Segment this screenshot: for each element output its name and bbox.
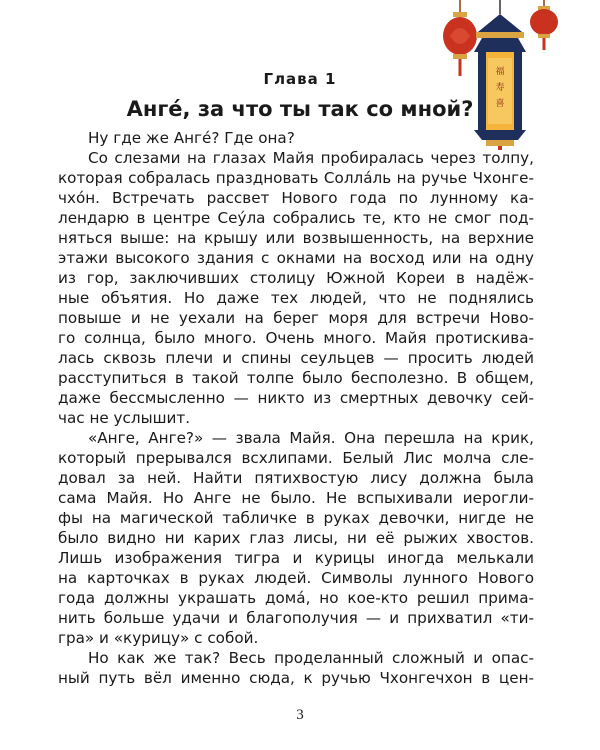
text-line: чхо́н. Встречать рассвет Нового года по лунному ка- — [58, 189, 534, 207]
text-line: Лишь изображения тигра и курицы иногда мелькали — [58, 549, 534, 567]
text-line: няться выше: на крышу или возвышенность, на верхние — [58, 229, 534, 247]
text-line: лендарю в центре Сеу́ла собрались те, кто не смог под- — [58, 209, 534, 227]
paragraph — [58, 148, 534, 428]
paragraph — [58, 428, 534, 648]
text-line: ные объятия. Но даже тех людей, что не поднялись — [58, 289, 534, 307]
text-line: года должны украшать дома́, но кое-кто решил прима- — [58, 589, 534, 607]
text-line: фы на магической табличке в руках девочки, нигде не — [58, 509, 534, 527]
svg-text:福: 福 — [495, 67, 505, 77]
text-line: расступиться в такой толпе было бесполезно. В общем, — [58, 369, 534, 387]
small-red-lantern-icon — [443, 0, 477, 76]
text-line: нить больше удачи и благополучия — и прихватил «ти- — [58, 609, 534, 627]
small-red-lantern-right-icon — [530, 0, 558, 50]
text-line: Ну где же Анге́? Где она? — [88, 129, 295, 147]
chapter-title: Анге́, за что ты так со мной? — [126, 97, 474, 121]
svg-text:寿: 寿 — [495, 83, 505, 93]
text-line: повыше и не уехали на берег моря для встречи Ново- — [58, 309, 534, 327]
text-line: на карточках в руках людей. Символы лунного Нового — [58, 569, 534, 587]
text-line: лась сквозь плечи и спины сеульцев — просить людей — [58, 349, 534, 367]
text-line: этажи высокого здания с окнами на восход или на одну — [58, 249, 534, 267]
svg-text:喜: 喜 — [495, 99, 505, 109]
text-line: час не услышит. — [58, 409, 191, 427]
text-line: который прерывался всхлипами. Белый Лис молча сле- — [58, 449, 534, 467]
body-text — [58, 128, 534, 688]
text-line: было видно ни карих глаз лисы, ни её рыжих хвостов. — [58, 529, 534, 547]
text-line: го солнца, было много. Очень много. Майя протискива- — [58, 329, 534, 347]
text-line: гра» и «курицу» с собой. — [58, 629, 259, 647]
chapter-number: Глава 1 — [263, 70, 337, 88]
text-line: Но как же так? Весь проделанный сложный и опас- — [88, 649, 534, 667]
page-number: 3 — [296, 707, 304, 723]
text-line: из гор, заключивших столицу Южной Кореи в надёж- — [58, 269, 534, 287]
text-line: которая собралась праздновать Солла́ль на ручье Чхонге- — [58, 169, 534, 187]
text-line: ный путь вёл именно сюда, к ручью Чхонгечхон в цен- — [58, 669, 534, 687]
text-line: сама Майя. Но Анге не было. Не вспыхивали иерогли- — [58, 489, 534, 507]
text-line: даже бессмысленно — никто из смертных девочку сей- — [58, 389, 534, 407]
paragraph — [58, 648, 534, 688]
text-line: Со слезами на глазах Майя пробиралась через толпу, — [88, 149, 534, 167]
text-line: довал за ней. Найти пятихвостую лису должна была — [58, 469, 534, 487]
paragraph — [58, 128, 534, 148]
text-line: «Анге, Анге?» — звала Майя. Она перешла на крик, — [88, 429, 534, 447]
